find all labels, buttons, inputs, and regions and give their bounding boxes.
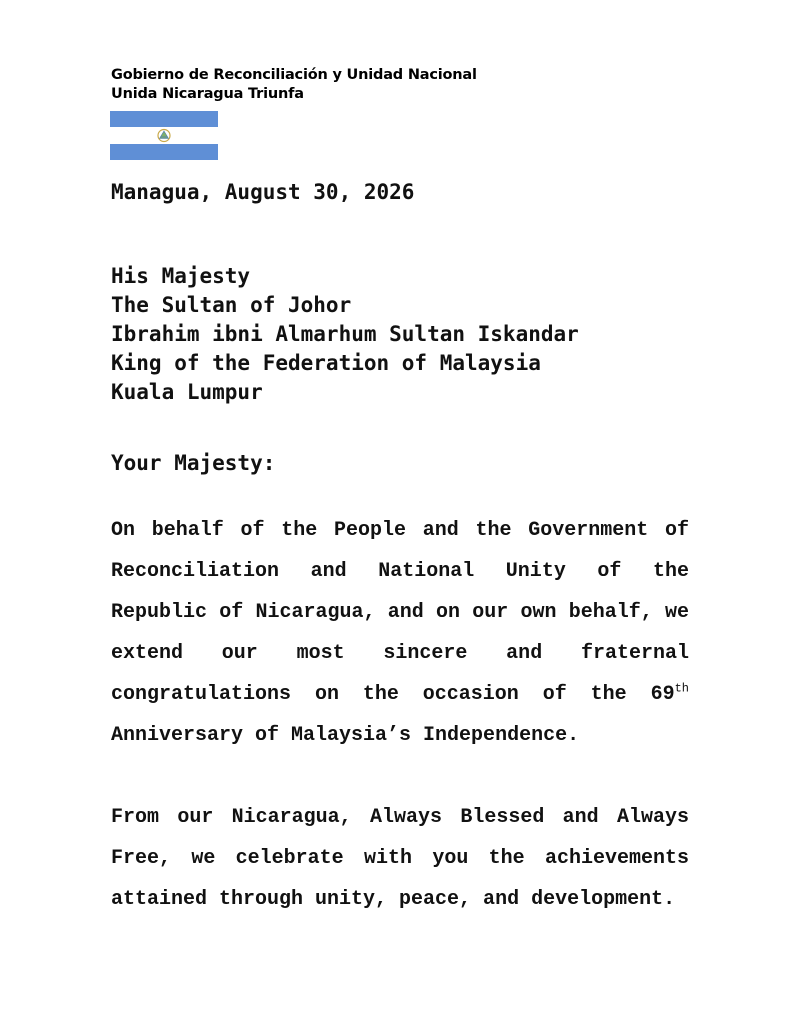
recipient-line: King of the Federation of Malaysia: [111, 351, 541, 375]
nicaragua-flag-icon: [110, 111, 218, 160]
salutation: Your Majesty:: [111, 451, 276, 475]
government-name: Gobierno de Reconciliación y Unidad Nacional: [111, 67, 477, 83]
flag-top-stripe: [110, 111, 218, 127]
flag-bottom-stripe: [110, 144, 218, 160]
letterhead: [111, 66, 477, 104]
letter-date: Managua, August 30, 2026: [111, 180, 415, 204]
body-paragraph-1: [111, 510, 689, 756]
ordinal-superscript: th: [674, 681, 689, 696]
recipient-line: Ibrahim ibni Almarhum Sultan Iskandar: [111, 322, 579, 346]
recipient-line: His Majesty: [111, 264, 251, 288]
paragraph-text: On behalf of the People and the Government of Reconciliation and National Unity of the Republic of Nicaragua, and on our own behalf, we extend our most sincere and fraternal congratulations on the occasion of the 69: [111, 519, 689, 706]
recipient-line: Kuala Lumpur: [111, 380, 263, 404]
body-paragraph-2: From our Nicaragua, Always Blessed and Always Free, we celebrate with you the achievements attained through unity, peace, and development.: [111, 806, 689, 911]
government-motto: Unida Nicaragua Triunfa: [111, 86, 304, 102]
recipient-address: [111, 262, 579, 407]
paragraph-text: Anniversary of Malaysia’s Independence.: [111, 724, 580, 747]
recipient-line: The Sultan of Johor: [111, 293, 352, 317]
